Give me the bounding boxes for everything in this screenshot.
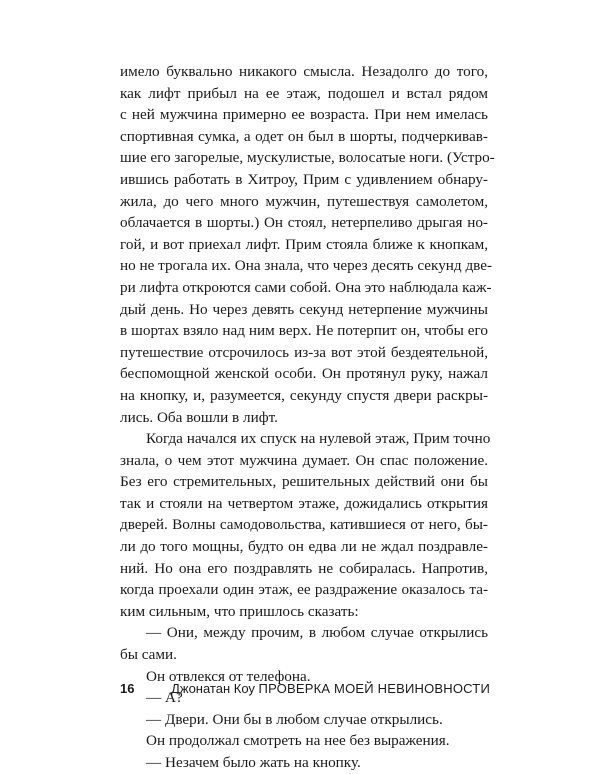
text-line: — А? xyxy=(146,689,183,707)
text-line: — Незачем было жать на кнопку. xyxy=(146,754,361,771)
text-line: ким сильным, что пришлось сказать: xyxy=(120,602,359,620)
text-line: — Двери. Они бы в любом случае открылись. xyxy=(146,710,443,728)
text-line: ли до того мощны, будто он едва ли не ждал поздравле- xyxy=(120,538,488,556)
text-line: на кнопку, и, разумеется, секунду спустя двери раскры- xyxy=(120,386,488,404)
running-head xyxy=(171,681,490,696)
text-line: шие его загорелые, мускулистые, волосатые ноги. (Устро- xyxy=(120,149,495,167)
text-line: бы сами. xyxy=(120,646,177,664)
text-line: облачается в шорты.) Он стоял, нетерпеливо дрыгая но- xyxy=(120,214,488,232)
text-line: спортивная сумка, а одет он был в шорты, подчеркивав- xyxy=(120,127,488,145)
text-line: лись. Оба вошли в лифт. xyxy=(120,408,278,426)
text-line: дый день. Но через девять секунд нетерпение мужчины xyxy=(120,300,488,318)
book-title: ПРОВЕРКА МОЕЙ НЕВИНОВНОСТИ xyxy=(258,681,490,696)
text-line: Без его стремительных, решительных действий они бы xyxy=(120,473,488,491)
text-line: ний. Но она его поздравлять не собиралась. Напротив, xyxy=(120,559,488,577)
text-line: ившись работать в Хитроу, Прим с удивлением обнару- xyxy=(120,170,488,188)
text-line: но не трогала их. Она знала, что через десять секунд две- xyxy=(120,257,493,275)
text-line: в шортах взяло над ним верх. Не потерпит он, чтобы его xyxy=(120,322,488,340)
page-number: 16 xyxy=(120,681,135,696)
text-line: ри лифта откроются сами собой. Она это наблюдала каж- xyxy=(120,278,492,296)
text-line: когда проехали один этаж, ее раздражение оказалось та- xyxy=(120,581,488,599)
text-line: дверей. Волны самодовольства, катившиеся от него, бы- xyxy=(120,516,488,534)
text-line: — Они, между прочим, в любом случае открылись xyxy=(146,624,488,642)
text-line: с ней мужчина примерно ее возраста. При нем имелась xyxy=(120,106,488,124)
text-line: имело буквально никакого смысла. Незадолго до того, xyxy=(120,63,488,80)
text-line: так и стояли на четвертом этаже, дожидались открытия xyxy=(120,494,488,512)
text-line: Он продолжал смотреть на нее без выражения. xyxy=(146,732,450,750)
text-line: знала, о чем этот мужчина думает. Он спас положение. xyxy=(120,451,488,469)
text-line: Когда начался их спуск на нулевой этаж, Прим точно xyxy=(146,430,491,448)
page-footer xyxy=(120,681,490,701)
text-line: путешествие отсрочилось из-за вот этой бездеятельной, xyxy=(120,343,488,361)
body-text xyxy=(120,61,495,774)
text-line: жила, до чего много мужчин, путешествуя самолетом, xyxy=(120,192,488,210)
text-line: гой, и вот приехал лифт. Прим стояла ближе к кнопкам, xyxy=(120,235,488,253)
text-line: как лифт прибыл на ее этаж, подошел и встал рядом xyxy=(120,84,488,102)
text-line: беспомощной женской особи. Он протянул руку, нажал xyxy=(120,365,488,383)
author-name: Джонатан Коу xyxy=(171,681,255,696)
text-line: Он отвлекся от телефона. xyxy=(146,667,311,685)
